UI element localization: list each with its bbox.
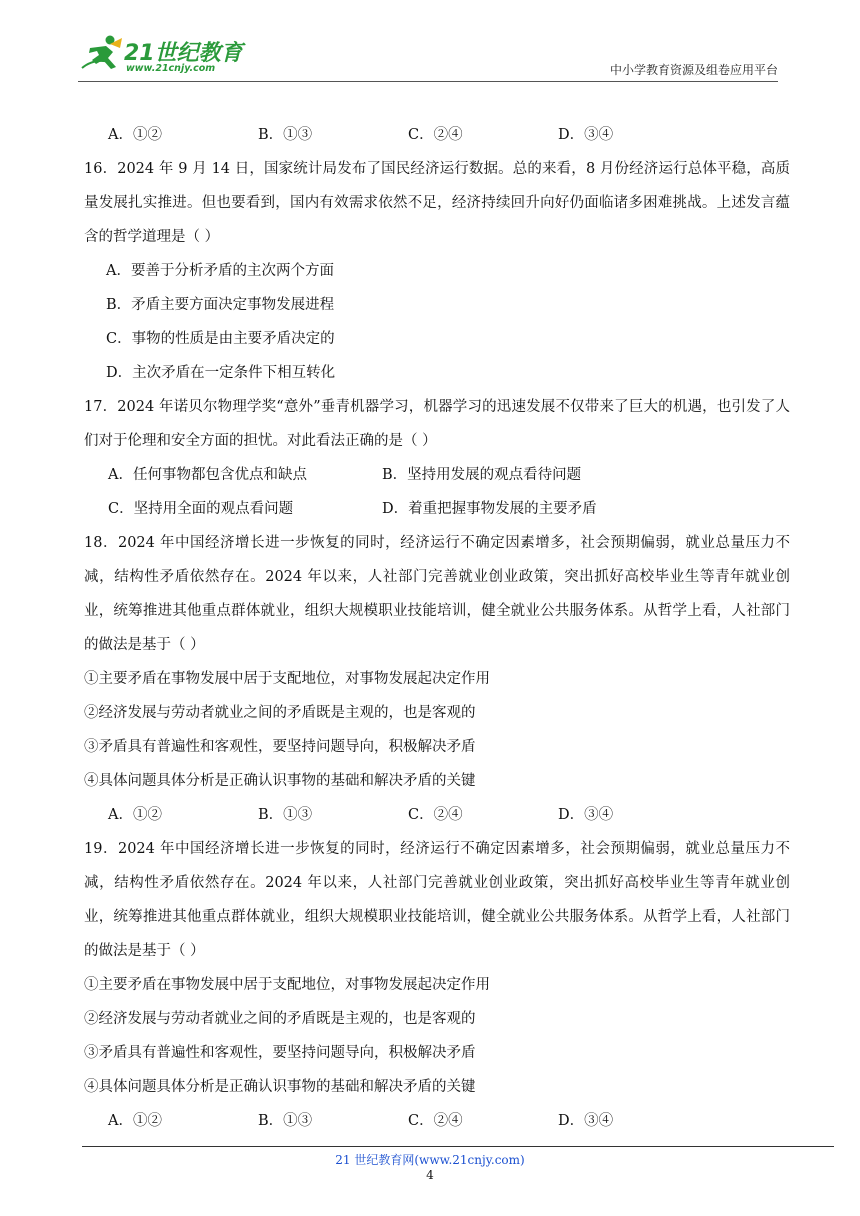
logo (78, 28, 253, 78)
q18-options (84, 798, 790, 832)
q19-statement-2: ②经济发展与劳动者就业之间的矛盾既是主观的，也是客观的 (84, 1011, 476, 1027)
q18-option-d: D．③④ (558, 807, 614, 823)
q19-statement-3: ③矛盾具有普遍性和客观性，要坚持问题导向，积极解决矛盾 (84, 1045, 476, 1061)
q19-statement-4: ④具体问题具体分析是正确认识事物的基础和解决矛盾的关键 (84, 1079, 476, 1095)
page-header (78, 28, 778, 83)
q18-statement-4: ④具体问题具体分析是正确认识事物的基础和解决矛盾的关键 (84, 773, 476, 789)
q18-statement-3: ③矛盾具有普遍性和客观性，要坚持问题导向，积极解决矛盾 (84, 739, 476, 755)
question-content (84, 118, 790, 1138)
q19-stem: 19．2024 年中国经济增长进一步恢复的同时，经济运行不确定因素增多，社会预期偏弱，就业总量压力不减，结构性矛盾依然存在。2024 年以来，人社部门完善就业创业政策，突出抓好高校毕业生等青年就业创业，统筹推进其他重点群体就业，组织大规模职业技能培训，健全就业公共服务体系。从哲学上看，人社部门的做法是基于（ ） (84, 841, 790, 959)
q18-statement-2: ②经济发展与劳动者就业之间的矛盾既是主观的，也是客观的 (84, 705, 476, 721)
q19-statement-1: ①主要矛盾在事物发展中居于支配地位，对事物发展起决定作用 (84, 977, 490, 993)
q18-option-c: C．②④ (408, 807, 463, 823)
q19-option-b: B．①③ (258, 1113, 313, 1129)
q17-option-c: C．坚持用全面的观点看问题 (108, 501, 294, 517)
q15-option-b: B．①③ (258, 127, 313, 143)
q16-option-b: B．矛盾主要方面决定事物发展进程 (106, 297, 335, 313)
q18-option-a: A．①② (108, 807, 162, 823)
footer-divider (82, 1146, 834, 1147)
q15-option-a: A．①② (108, 127, 162, 143)
header-divider (78, 81, 778, 82)
runner-logo-icon (80, 34, 124, 72)
q17-option-d: D．着重把握事物发展的主要矛盾 (382, 501, 597, 517)
q19-options (84, 1104, 790, 1138)
footer-site-link[interactable]: 21 世纪教育网(www.21cnjy.com) (335, 1153, 525, 1167)
q19-option-c: C．②④ (408, 1113, 463, 1129)
q16-option-d: D．主次矛盾在一定条件下相互转化 (106, 365, 336, 381)
page-number: 4 (426, 1168, 434, 1182)
q17-options-row-1 (84, 458, 790, 492)
q17-stem: 17．2024 年诺贝尔物理学奖“意外”垂青机器学习，机器学习的迅速发展不仅带来了巨大的机遇，也引发了人们对于伦理和安全方面的担忧。对此看法正确的是（ ） (84, 399, 790, 449)
platform-name: 中小学教育资源及组卷应用平台 (609, 63, 778, 77)
q19-option-a: A．①② (108, 1113, 162, 1129)
q16-option-c: C．事物的性质是由主要矛盾决定的 (106, 331, 335, 347)
q15-option-c: C．②④ (408, 127, 463, 143)
q18-option-b: B．①③ (258, 807, 313, 823)
q18-stem: 18．2024 年中国经济增长进一步恢复的同时，经济运行不确定因素增多，社会预期偏弱，就业总量压力不减，结构性矛盾依然存在。2024 年以来，人社部门完善就业创业政策，突出抓好高校毕业生等青年就业创业，统筹推进其他重点群体就业，组织大规模职业技能培训，健全就业公共服务体系。从哲学上看，人社部门的做法是基于（ ） (84, 535, 790, 653)
q15-options (84, 118, 790, 152)
logo-url: www.21cnjy.com (126, 63, 216, 74)
q16-option-a: A．要善于分析矛盾的主次两个方面 (106, 263, 334, 279)
q15-option-d: D．③④ (558, 127, 614, 143)
q17-option-b: B．坚持用发展的观点看待问题 (382, 467, 582, 483)
q18-statement-1: ①主要矛盾在事物发展中居于支配地位，对事物发展起决定作用 (84, 671, 490, 687)
q17-options-row-2 (84, 492, 790, 526)
q17-option-a: A．任何事物都包含优点和缺点 (108, 467, 307, 483)
logo-text: 21世纪教育 (124, 41, 243, 66)
q19-option-d: D．③④ (558, 1113, 614, 1129)
q16-stem: 16．2024 年 9 月 14 日，国家统计局发布了国民经济运行数据。总的来看，8 月份经济运行总体平稳，高质量发展扎实推进。但也要看到，国内有效需求依然不足，经济持续回升向好仍面临诸多困难挑战。上述发言蕴含的哲学道理是（ ） (84, 161, 790, 245)
